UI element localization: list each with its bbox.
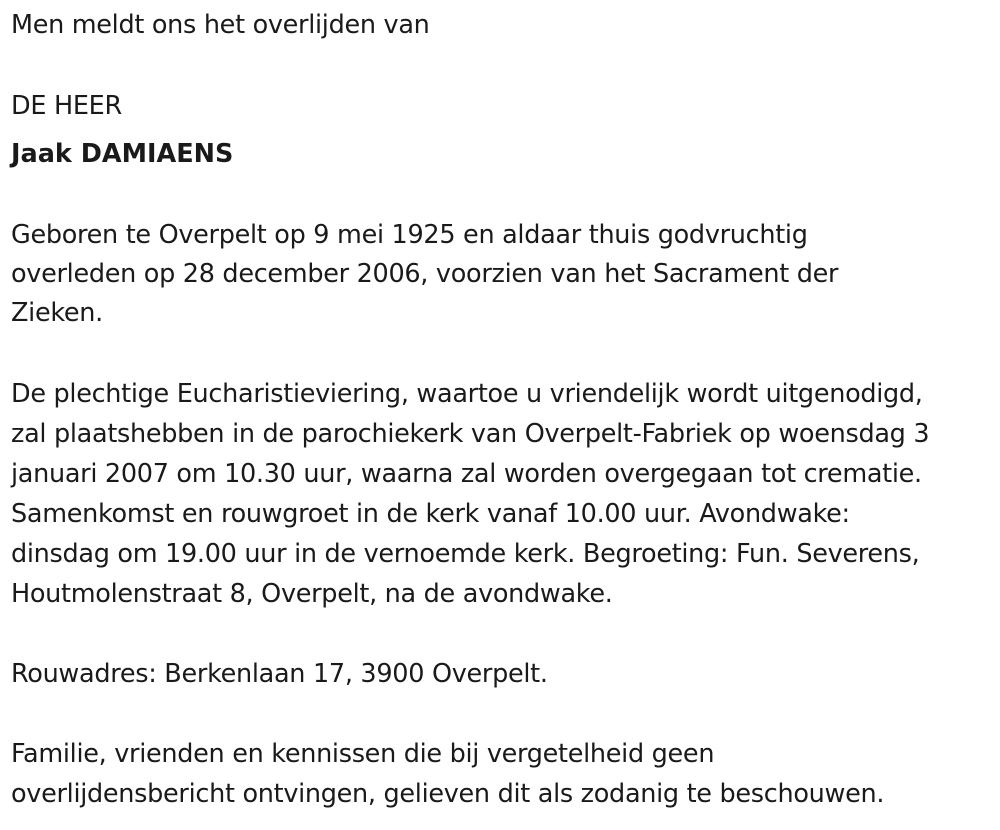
honorific-title: DE HEER xyxy=(11,91,122,121)
deceased-name: Jaak DAMIAENS xyxy=(11,139,234,169)
birth-line: Zieken. xyxy=(11,298,103,328)
ceremony-line: januari 2007 om 10.30 uur, waarna zal worden overgegaan tot crematie. xyxy=(11,459,922,489)
ceremony-line: De plechtige Eucharistieviering, waartoe u vriendelijk wordt uitgenodigd, xyxy=(11,379,923,409)
closing-line: overlijdensbericht ontvingen, gelieven dit als zodanig te beschouwen. xyxy=(11,779,885,809)
ceremony-line: Samenkomst en rouwgroet in de kerk vanaf 10.00 uur. Avondwake: xyxy=(11,499,850,529)
ceremony-line: dinsdag om 19.00 uur in de vernoemde kerk. Begroeting: Fun. Severens, xyxy=(11,539,920,569)
ceremony-line: Houtmolenstraat 8, Overpelt, na de avondwake. xyxy=(11,579,613,609)
mourning-address: Rouwadres: Berkenlaan 17, 3900 Overpelt. xyxy=(11,659,548,689)
closing-line: Familie, vrienden en kennissen die bij vergetelheid geen xyxy=(11,739,715,769)
intro-text: Men meldt ons het overlijden van xyxy=(11,10,430,40)
birth-line: overleden op 28 december 2006, voorzien van het Sacrament der xyxy=(11,259,839,289)
ceremony-line: zal plaatshebben in de parochiekerk van Overpelt-Fabriek op woensdag 3 xyxy=(11,419,930,449)
birth-line: Geboren te Overpelt op 9 mei 1925 en aldaar thuis godvruchtig xyxy=(11,220,808,250)
